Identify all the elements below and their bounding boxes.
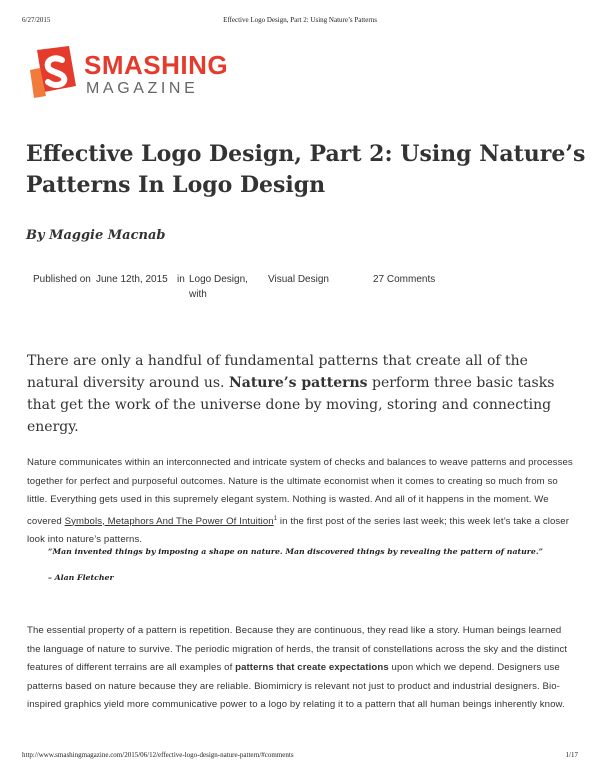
logo-subtitle: MAGAZINE [86, 80, 199, 97]
print-footer [0, 751, 600, 761]
print-header [0, 16, 600, 26]
para2-text-start: The essential property of a pattern is repetition. Because they are continuous, they read like a story. Human beings learned the language of nature to survive. The periodic migration of herds, the transit of constellations across the sky and the distinct features of different terrains are all examples of [27, 625, 568, 673]
in-label: in [177, 274, 185, 285]
smashing-logo[interactable] [24, 44, 239, 102]
published-label: Published on [33, 274, 91, 285]
para1-text-start: Nature communicates within an interconnected and intricate system of checks and balances to weave patterns and processes together for perfect and purposeful outcomes. Nature is the ultimate economist when it comes to creating so much from so little. Everything gets used in this supremely elegant system. Nothing is wasted. And all of it happens in the moment. We covered [27, 457, 573, 527]
published-date: June 12th, 2015 [96, 274, 168, 285]
paragraph-1 [27, 454, 577, 550]
print-date: 6/27/2015 [22, 16, 51, 24]
article-title: Effective Logo Design, Part 2: Using Nature’s Patterns In Logo Design [26, 141, 586, 198]
symbols-metaphors-link[interactable]: Symbols, Metaphors And The Power Of Intuition [64, 515, 274, 527]
lead-bold-text: Nature’s patterns [228, 375, 368, 391]
article-lead [27, 350, 575, 438]
para1-text-end: in the first post of the series last week; this week let’s take a closer look into nature’s patterns. [27, 515, 570, 546]
blockquote-text: “Man invented things by imposing a shape on nature. Man discovered things by revealing the pattern of nature.” [48, 547, 544, 556]
print-page-title: Effective Logo Design, Part 2: Using Nature’s Patterns [223, 16, 377, 24]
print-url: http://www.smashingmagazine.com/2015/06/12/effective-logo-design-nature-pattern/#comments [22, 751, 294, 759]
with-label: with [189, 289, 207, 300]
article-byline[interactable]: By Maggie Macnab [26, 228, 166, 243]
comments-link[interactable]: 27 Comments [373, 274, 436, 285]
logo-title: SMASHING [84, 50, 229, 80]
blockquote-author: – Alan Fletcher [48, 573, 114, 582]
category-logo-design[interactable]: Logo Design, [189, 274, 248, 285]
print-page-number: 1/17 [565, 751, 578, 759]
lead-text-end: perform three basic tasks that get the work of the universe done by moving, storing and connecting energy. [27, 375, 555, 435]
para2-text-end: upon which we depend. Designers use patterns based on nature because they are reliable. Biomimicry is relevant not just to product and industrial designers. Bio-inspired graphics yield more communicative power to a logo by relating it to a pattern that all human beings inherently know. [27, 662, 565, 710]
paragraph-2 [27, 622, 577, 715]
lead-text-start: There are only a handful of fundamental patterns that create all of the natural diversity around us. [27, 353, 528, 391]
category-visual-design[interactable]: Visual Design [268, 274, 329, 285]
para2-bold-text: patterns that create expectations [235, 662, 389, 673]
footnote-marker[interactable]: 1 [273, 515, 278, 522]
smashing-s-logo-icon [24, 44, 82, 102]
